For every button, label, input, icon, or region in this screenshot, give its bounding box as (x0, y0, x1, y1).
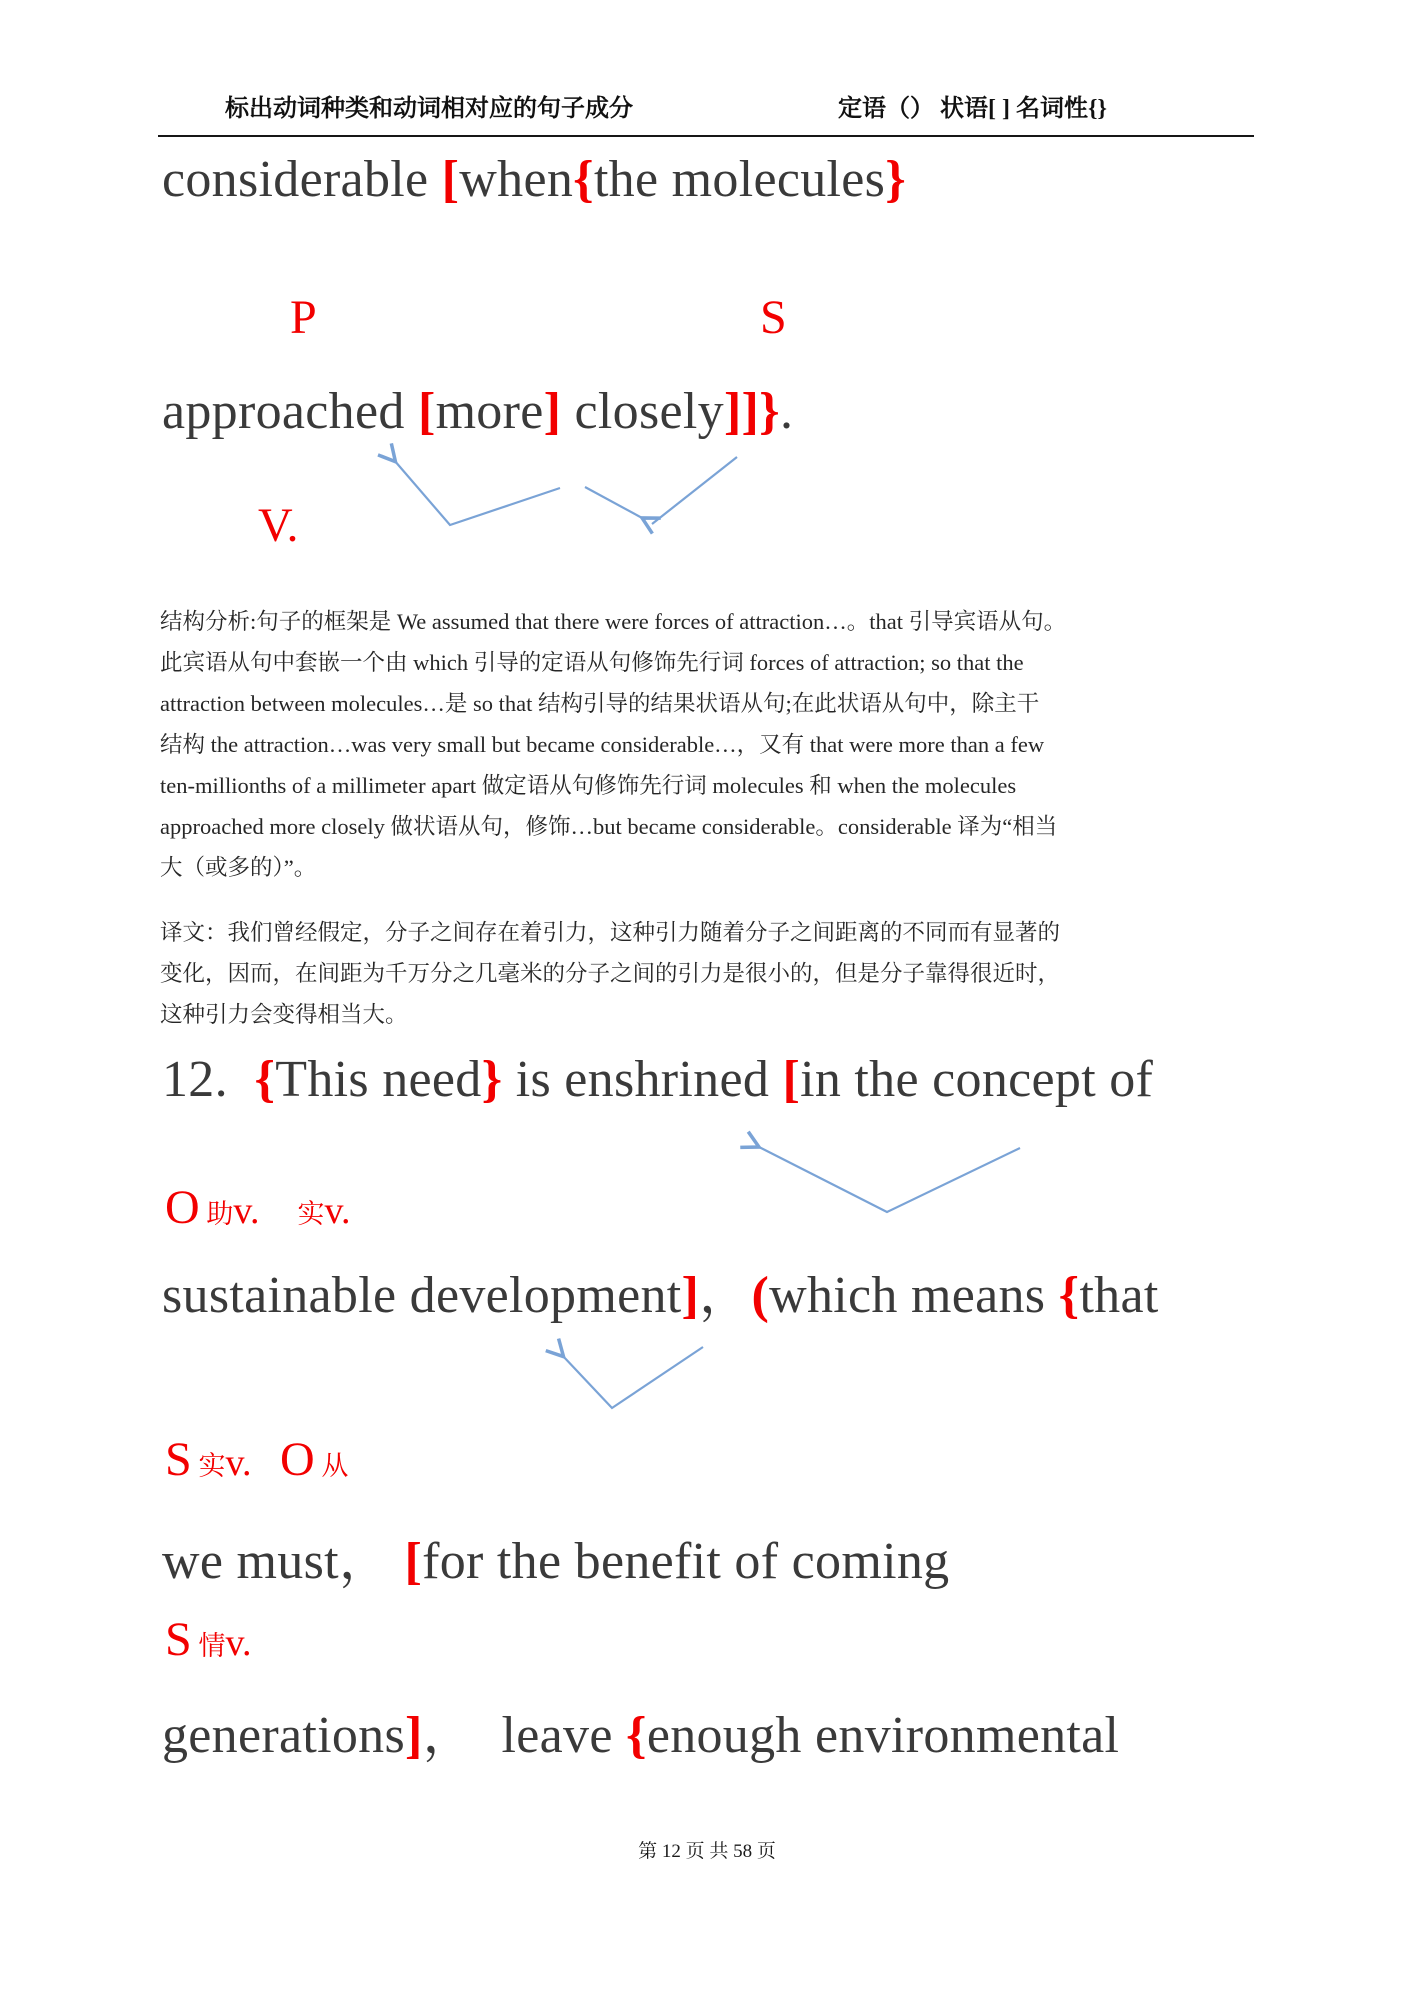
paragraph-line: 结构 the attraction…was very small but became considerable…，又有 that were more than a few (160, 732, 1045, 757)
sentence-12-annotation-1 (165, 1180, 351, 1235)
text-segment: we must， (162, 1533, 405, 1590)
text-segment: generations (162, 1707, 405, 1764)
sentence-12-annotation-2 (165, 1432, 348, 1487)
sentence-12-line-3 (162, 1518, 949, 1593)
text-segment (259, 1190, 297, 1232)
sentence-12-line-4 (162, 1692, 1119, 1767)
paragraph-line: attraction between molecules…是 so that 结构引导的结果状语从句;在此状语从句中，除主干 (160, 691, 1040, 716)
text-segment: 从 (314, 1451, 349, 1481)
text-segment: considerable (162, 151, 442, 208)
text-segment: [ (417, 383, 436, 440)
text-segment: 实 (191, 1451, 226, 1481)
text-segment: S (165, 1433, 192, 1486)
sentence-12-line-2 (162, 1252, 1159, 1327)
header-legend: 定语（） 状语[ ] 名词性{} (838, 96, 1107, 122)
connector-arrow (562, 1347, 703, 1408)
translation-paragraph (160, 912, 1260, 1035)
text-segment: v. (225, 1622, 252, 1664)
paragraph-line: 这种引力会变得相当大。 (160, 1002, 408, 1027)
text-segment: v. (233, 1190, 260, 1232)
text-segment: . (779, 383, 794, 440)
text-segment: S (165, 1613, 192, 1666)
paragraph-line: 变化，因而，在间距为千万分之几毫米的分子之间的引力是很小的，但是分子靠得很近时， (160, 961, 1061, 986)
paragraph-line: 结构分析:句子的框架是 We assumed that there were forces of attraction…。that 引导宾语从句。 (160, 609, 1067, 634)
text-segment: [ (441, 151, 460, 208)
text-segment: v. (225, 1442, 252, 1484)
text-segment: [ (404, 1533, 423, 1590)
text-segment: the molecules (593, 151, 886, 208)
text-segment: ， (422, 1707, 502, 1764)
paragraph-line: 译文：我们曾经假定，分子之间存在着引力，这种引力随着分子之间距离的不同而有显著的 (160, 920, 1061, 945)
paragraph-line: 此宾语从句中套嵌一个由 which 引导的定语从句修饰先行词 forces of attraction; so that the (160, 650, 1024, 675)
text-segment: when (459, 151, 574, 208)
text-segment: 情 (191, 1631, 226, 1661)
text-segment: that (1079, 1267, 1159, 1324)
text-segment: O (280, 1433, 315, 1486)
header-divider (158, 135, 1254, 137)
text-segment: This need (275, 1051, 482, 1108)
text-segment: enough environmental (646, 1707, 1120, 1764)
text-segment: } (885, 151, 906, 208)
label-verb-v: V. (258, 499, 299, 552)
text-segment: closely (561, 383, 724, 440)
label-subject-s: S (760, 291, 787, 344)
text-segment: { (626, 1707, 647, 1764)
text-segment: ， (699, 1267, 752, 1324)
text-segment: ] (405, 1707, 423, 1764)
text-segment: for the benefit of coming (422, 1533, 950, 1590)
paragraph-line: ten-millionths of a millimeter apart 做定语从句修饰先行词 molecules 和 when the molecules (160, 773, 1017, 798)
text-segment: ] (543, 383, 562, 440)
text-segment: ]]} (723, 383, 780, 440)
connector-arrow (757, 1146, 1020, 1212)
text-segment: sustainable development (162, 1267, 682, 1324)
text-segment: 实 (297, 1199, 325, 1229)
sentence-11-line-2 (162, 382, 793, 441)
text-segment: which means (769, 1267, 1059, 1324)
sentence-12-line-1 (162, 1050, 1153, 1109)
text-segment: is enshrined (502, 1051, 783, 1108)
text-segment: in the concept of (800, 1051, 1154, 1108)
text-segment: } (481, 1051, 503, 1108)
text-segment: v. (324, 1190, 351, 1232)
paragraph-line: 大（或多的）”。 (160, 855, 317, 880)
sentence-11-line-1 (162, 150, 906, 209)
paragraph-line: approached more closely 做状语从句，修饰…but became considerable。considerable 译为“相当 (160, 814, 1058, 839)
text-segment: { (573, 151, 594, 208)
text-segment: leave (501, 1707, 627, 1764)
text-segment: O (165, 1181, 200, 1234)
sentence-12-annotation-3 (165, 1612, 252, 1667)
connector-arrow (394, 460, 560, 525)
header-title: 标出动词种类和动词相对应的句子成分 (225, 96, 633, 122)
text-segment: 助 (199, 1199, 234, 1229)
text-segment: ] (681, 1267, 700, 1324)
page-footer: 第 12 页 共 58 页 (638, 1841, 776, 1862)
connector-arrow (585, 487, 644, 519)
text-segment: { (1058, 1267, 1080, 1324)
label-predicative-p: P (290, 291, 317, 344)
connector-arrow (652, 457, 737, 524)
text-segment: more (435, 383, 544, 440)
structure-analysis-paragraph (160, 601, 1260, 888)
text-segment: ( (751, 1267, 770, 1324)
text-segment: { (254, 1051, 276, 1108)
text-segment: 12. (162, 1051, 255, 1108)
text-segment: approached (162, 383, 418, 440)
text-segment: [ (782, 1051, 801, 1108)
text-segment (252, 1442, 281, 1484)
